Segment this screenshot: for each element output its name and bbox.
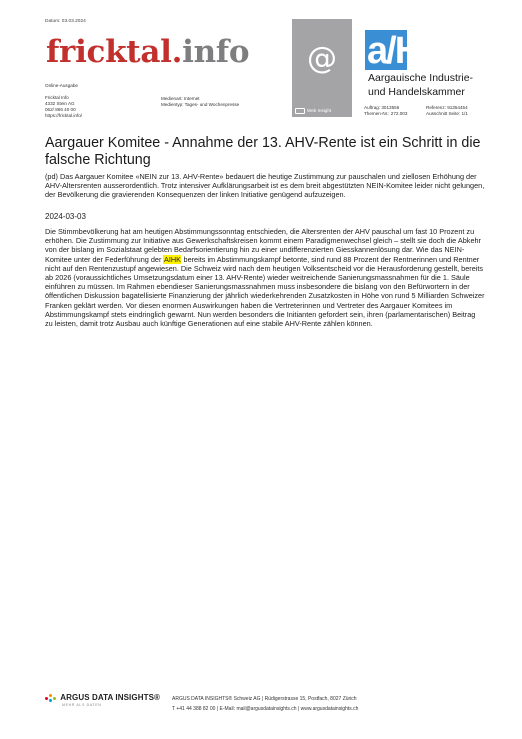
- highlighted-keyword: AIHK: [163, 254, 181, 264]
- topic-number: Themen-Nr.: 272.003: [364, 111, 408, 116]
- article-body: [45, 227, 485, 328]
- publisher-line: Fricktal Info: [45, 95, 69, 100]
- order-info: [364, 105, 468, 117]
- argus-logo: [45, 693, 160, 715]
- aihk-logo-text: a/HK: [367, 30, 446, 70]
- logo-brand: fricktal: [46, 34, 172, 70]
- web-insight-label: Web Insight: [295, 107, 349, 115]
- publisher-line: 4332 Stein AG: [45, 101, 75, 106]
- body-text: bereits im Abstimmungskampf betonte, sind rund 88 Prozent der Rentnerinnen und Rentner nicht auf den Rentenzustupf angewiesen. Die Schweiz wird nach dem heutigen Volksentscheid vor die Herausforderung gestellt, bereits ab 2026 (voraussichtliches Umsetzungsdatum einer 13. AHV-Rente) wieder weitreichende Sanierungsmassnahmen für die 1. Säule einführen zu müssen. Im Rahmen ebendieser Sanierungsmassnahmen muss insbesondere die bislang von den Befürwortern in der öffentlichen Diskussion bagatellisierte Finanzierung der jährlich wiederkehrenden Zusatzkosten in Höhe von rund 5 Milliarden Schweizer Franken geklärt werden. Vor diesen enormen Auswirkungen haben die Vertreterinnen und Vertreter des Aargauer Komitees im Abstimmungskampf stets eindringlich gewarnt. Nun werden besonders die Initianten gefordert sein, ihren (parlamentarischen) Beitrag zu leisten, damit trotz Ausbau auch künftige Generationen auf eine stabile AHV-Rente zählen können.: [45, 254, 485, 329]
- aihk-name-line1: Aargauische Industrie-: [368, 72, 474, 84]
- publisher-line: https://fricktal.info/: [45, 113, 83, 118]
- reference-number: Referenz: 91354454: [426, 105, 468, 110]
- argus-tagline: MEHR ALS DATEN: [62, 703, 102, 707]
- page-excerpt: Ausschnitt Seite: 1/1: [426, 111, 468, 116]
- edition-label: Online-Ausgabe: [45, 83, 78, 88]
- media-type-line: Medientyp: Tages- und Wochenpresse: [161, 102, 240, 107]
- fricktal-info-logo: [46, 32, 249, 72]
- aihk-logo: [365, 30, 477, 70]
- body-text: Die Stimmbevölkerung hat am heutigen Abstimmungssonntag entschieden, die Altersrenten der AHV pauschal um fast 10 Prozent zu erhöhen. Die Zustimmung zur Initiative aus Gewerkschaftskreisen kommt einem Paradigmenwechsel gleich – stellt sie doch die Abkehr von der bislang im Sozialstaat gelebten Bedarfsorientierung hin zu einer undifferenzierten Giesskannenlösung dar. Wie das NEIN-Komitee unter der Federführung der: [45, 227, 481, 264]
- footer-address: ARGUS DATA INSIGHTS® Schweiz AG | Rüdigerstrasse 15, Postfach, 8027 Zürich: [172, 696, 357, 702]
- footer-contact-line: T +41 44 388 82 00 | E-Mail: mail@argusdatainsights.ch | www.argusdatainsights.ch: [172, 706, 359, 712]
- document-date: Datum: 03.03.2024: [45, 19, 86, 24]
- web-insight-panel: [292, 19, 352, 117]
- logo-tld: info: [182, 34, 250, 70]
- argus-brand: ARGUS DATA INSIGHTS®: [60, 693, 160, 702]
- article-date: 2024-03-03: [45, 212, 86, 221]
- logo-dot: .: [171, 34, 183, 70]
- article-title: Aargauer Komitee - Annahme der 13. AHV-Rente ist ein Schritt in die falsche Richtung: [45, 135, 481, 168]
- publication-info: [45, 83, 82, 119]
- at-icon: @: [307, 41, 337, 76]
- monitor-icon: [295, 108, 305, 114]
- media-info: [161, 96, 239, 108]
- aihk-name: [368, 71, 473, 99]
- order-number: Auftrag: 3013556: [364, 105, 400, 110]
- aihk-name-line2: und Handelskammer: [368, 86, 465, 98]
- argus-dots-icon: [45, 694, 57, 702]
- publisher-line: 062/ 866 40 00: [45, 107, 76, 112]
- footer-contact: [172, 694, 358, 714]
- article-lead: (pd) Das Aargauer Komitee «NEIN zur 13. AHV-Rente» bedauert die heutige Zustimmung zur pauschalen und ziellosen Erhöhung der AHV-Altersrenten ausserordentlich. Trotz intensiver Aufklärungsarbeit ist es dem breit abgestützten NEIN-Komitee leider nicht gelungen, der Bevölkerung die gravierenden Konsequenzen der linken Initiative genügend aufzuzeigen.: [45, 172, 485, 200]
- media-type-line: Medienart: Internet: [161, 96, 200, 101]
